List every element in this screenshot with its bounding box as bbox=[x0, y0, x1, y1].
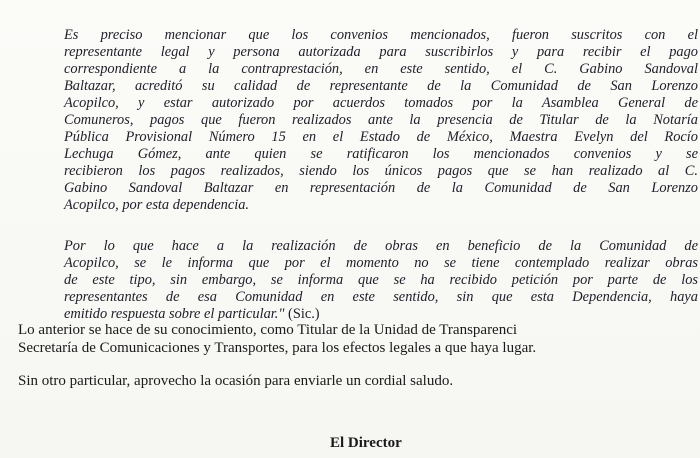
quoted-paragraph-obras bbox=[64, 238, 698, 323]
quote-line: Pública Provisional Número 15 en el Estado de México, Maestra Evelyn del Rocío bbox=[64, 129, 698, 145]
quote-line: representante legal y persona autorizada para suscribirlos y para recibir el pago bbox=[64, 44, 698, 60]
paragraph-line: Secretaría de Comunicaciones y Transportes, para los efectos legales a que haya lugar. bbox=[18, 340, 537, 356]
quote-line-text: emitido respuesta sobre el particular." bbox=[64, 306, 285, 322]
quote-line: Acopilco, por esta dependencia. bbox=[64, 197, 250, 213]
quote-line: correspondiente a la contraprestación, en este sentido, el C. Gabino Sandoval bbox=[64, 61, 698, 77]
paragraph-line: Lo anterior se hace de su conocimiento, como Titular de la Unidad de Transparenci bbox=[18, 322, 518, 338]
quote-line: Acopilco, se le informa que por el momento no se tiene contemplado realizar obras bbox=[64, 255, 698, 271]
paragraph-saludo: Sin otro particular, aprovecho la ocasión para enviarle un cordial saludo. bbox=[18, 373, 454, 389]
signature-title: El Director bbox=[330, 435, 402, 451]
quote-line: Gabino Sandoval Baltazar en representación de la Comunidad de San Lorenzo bbox=[64, 180, 698, 196]
quote-line: representantes de esa Comunidad en este sentido, sin que esta Dependencia, haya bbox=[64, 289, 698, 305]
paragraph-conocimiento bbox=[18, 321, 700, 357]
quote-line: Baltazar, acreditó su calidad de representante de la Comunidad de San Lorenzo bbox=[64, 78, 698, 94]
quote-line: Acopilco, y estar autorizado por acuerdos tomados por la Asamblea General de bbox=[64, 95, 698, 111]
quote-line: Comuneros, pagos que fueron realizados ante la presencia de Titular de la Notaría bbox=[64, 112, 698, 128]
quote-line: de este tipo, sin embargo, se informa que se ha recibido petición por parte de los bbox=[64, 272, 698, 288]
quote-line: recibieron los pagos realizados, siendo los únicos pagos que se han realizado al C. bbox=[64, 163, 698, 179]
quote-line: Lechuga Gómez, ante quien se ratificaron los mencionados convenios y se bbox=[64, 146, 698, 162]
sic-marker: (Sic.) bbox=[288, 306, 320, 322]
quote-line: Por lo que hace a la realización de obras en beneficio de la Comunidad de bbox=[64, 238, 698, 254]
quote-line: Es preciso mencionar que los convenios mencionados, fueron suscritos con el bbox=[64, 27, 698, 43]
quoted-paragraph-convenios bbox=[64, 27, 698, 214]
